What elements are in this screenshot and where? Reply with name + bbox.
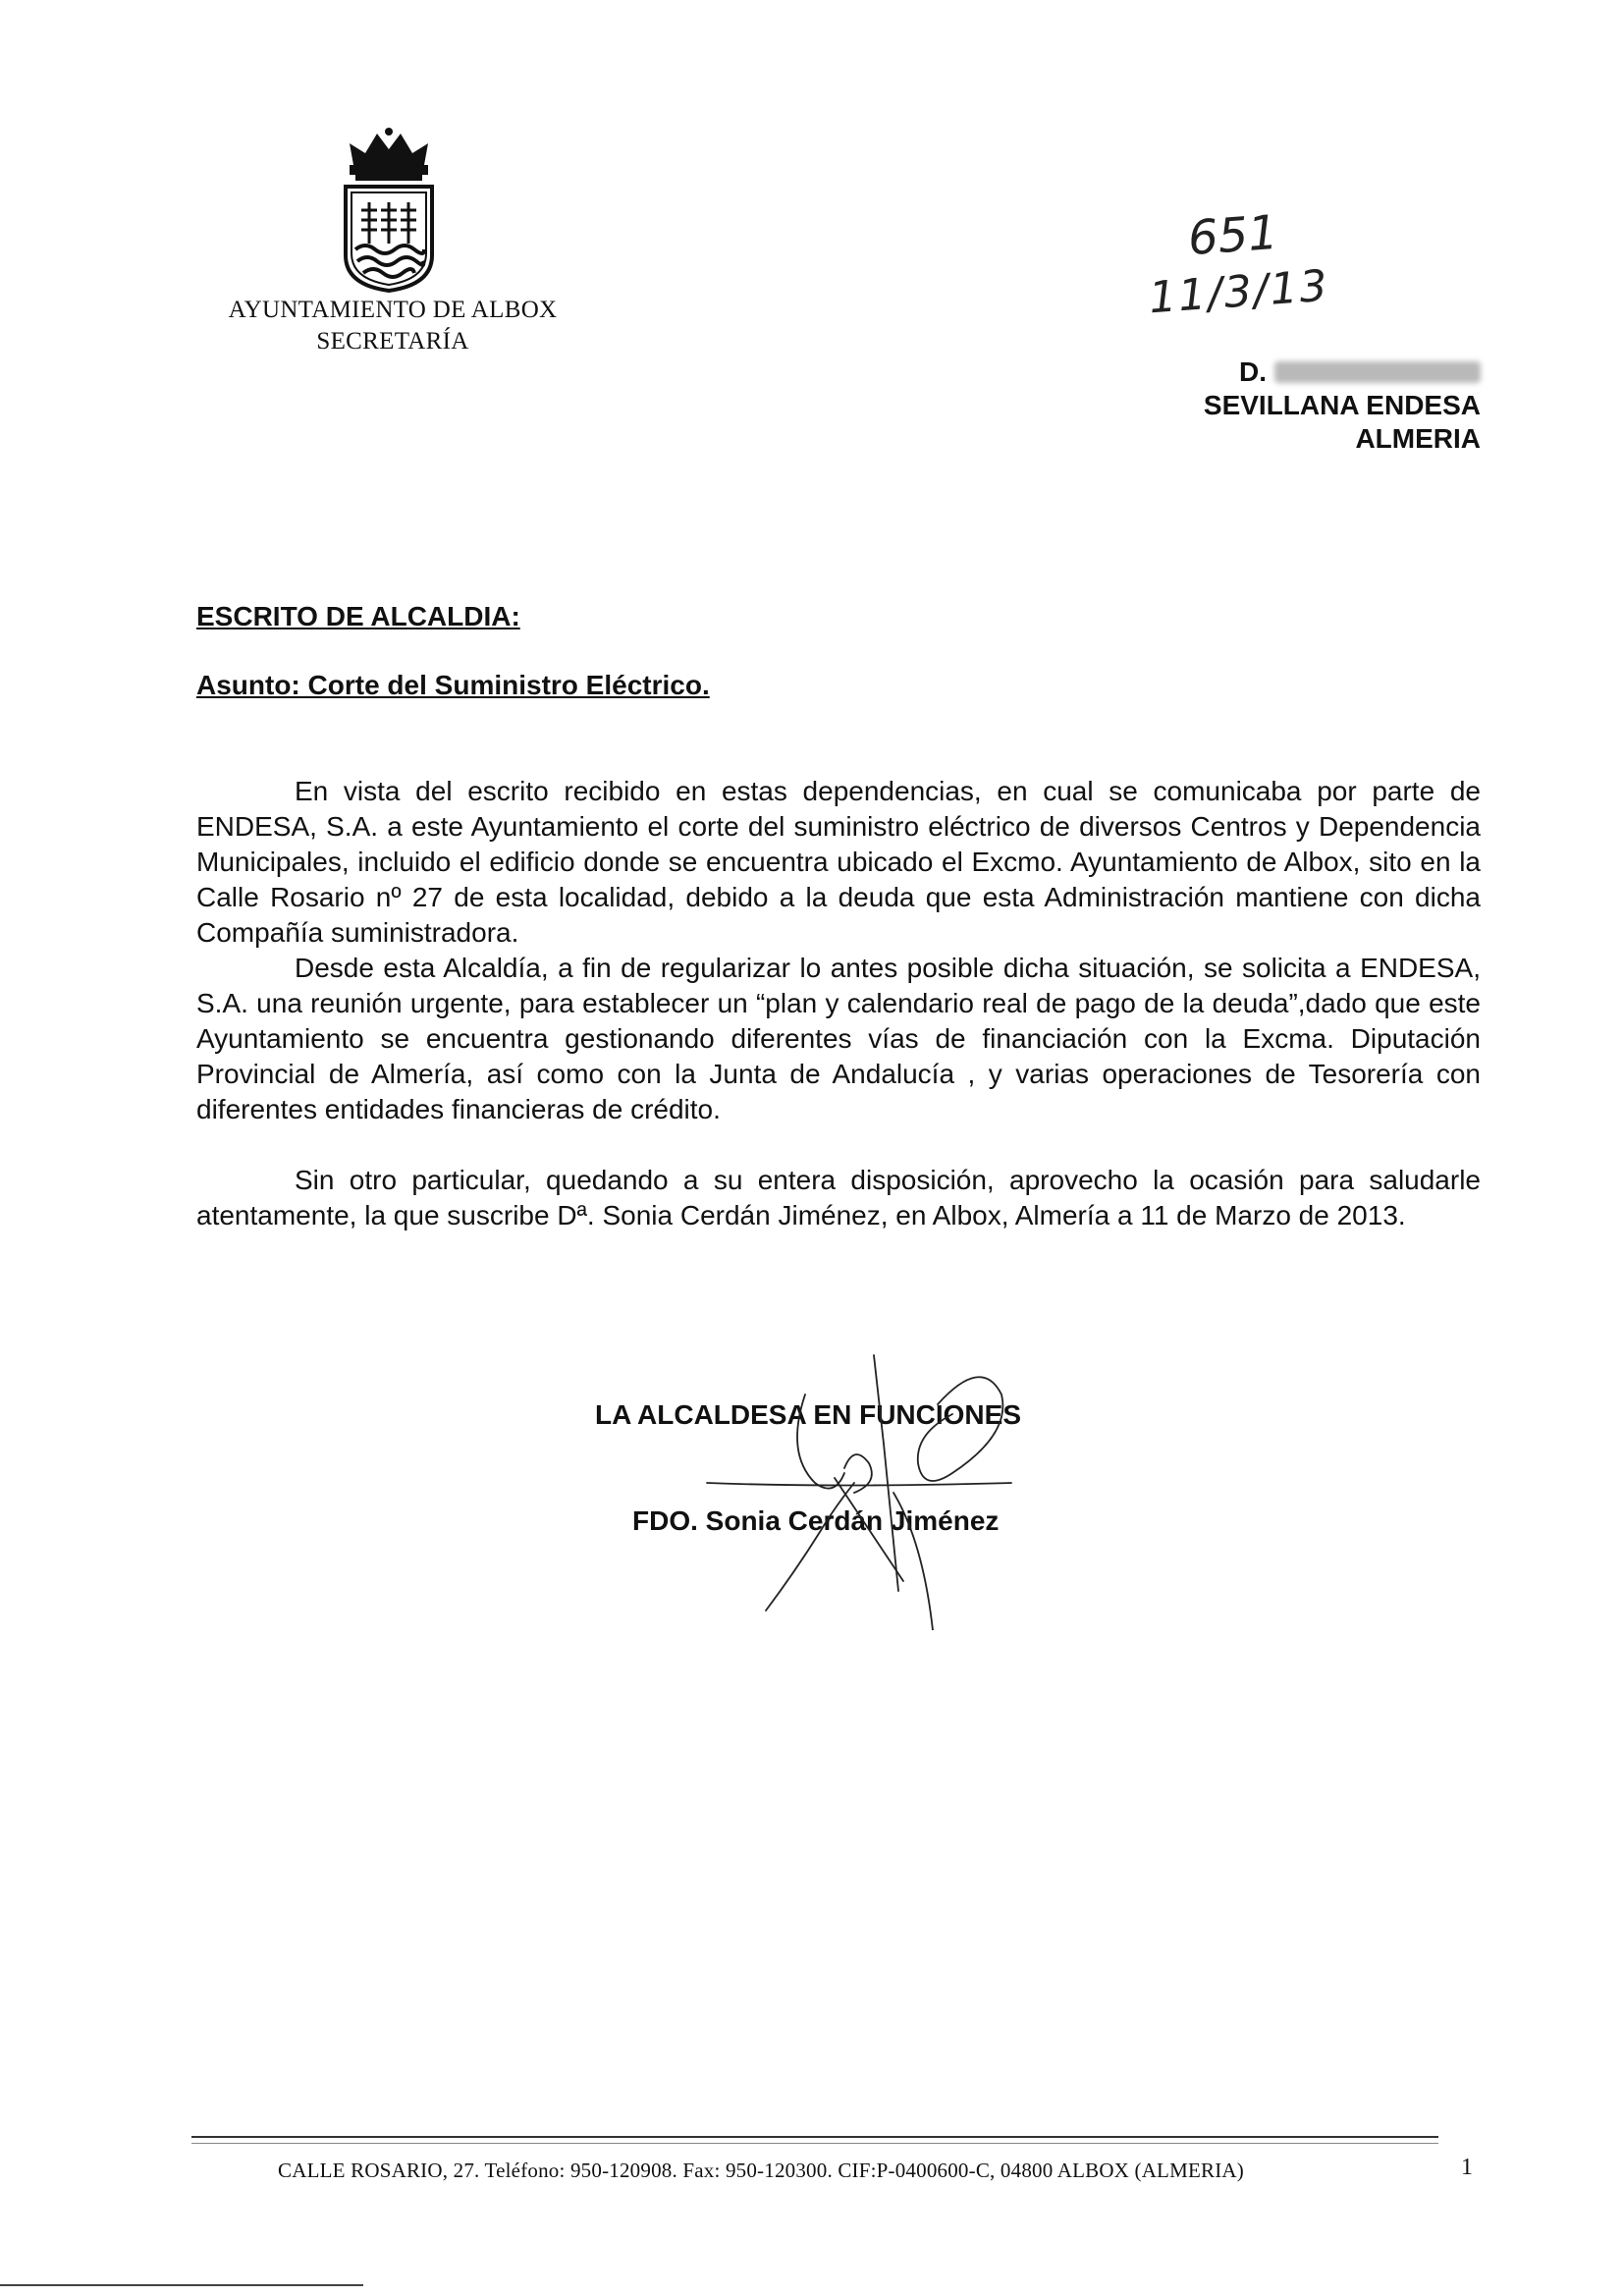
handwritten-signature — [687, 1336, 1080, 1630]
page-number: 1 — [1461, 2155, 1473, 2180]
recipient-city: ALMERIA — [1355, 423, 1481, 454]
footer-rule — [191, 2143, 1438, 2144]
handwritten-registry-number: 651 — [1186, 204, 1280, 267]
recipient-name-row — [1204, 355, 1481, 389]
document-title: ESCRITO DE ALCALDIA: — [196, 601, 520, 631]
footer-rule — [191, 2136, 1438, 2138]
letterhead — [226, 295, 560, 357]
signature-title: LA ALCALDESA EN FUNCIONES — [595, 1399, 1021, 1430]
footer-address: CALLE ROSARIO, 27. Teléfono: 950-120908. Fax: 950-120300. CIF:P-0400600-C, 04800 ALBOX (ALMERIA) — [278, 2159, 1244, 2182]
organization-name: AYUNTAMIENTO DE ALBOX — [228, 297, 558, 323]
scan-edge-line — [0, 2284, 363, 2286]
department-name: SECRETARÍA — [316, 328, 469, 355]
coat-of-arms-icon — [332, 128, 446, 295]
signature-name: FDO. Sonia Cerdán Jiménez — [632, 1505, 1000, 1536]
recipient-block — [1204, 355, 1481, 456]
redacted-name — [1274, 361, 1481, 383]
document-subject: Asunto: Corte del Suministro Eléctrico. — [196, 670, 710, 700]
body-paragraph: Sin otro particular, quedando a su entera disposición, aprovecho la ocasión para saludarle atentamente, la que suscribe Dª. Sonia Cerdán Jiménez, en Albox, Almería a 11 de Marzo de 2013. — [196, 1165, 1481, 1230]
recipient-prefix: D. — [1239, 356, 1267, 387]
letter-body — [196, 774, 1481, 1233]
handwritten-registry-date: 11/3/13 — [1147, 260, 1331, 324]
body-paragraph: En vista del escrito recibido en estas dependencias, en cual se comunicaba por parte de ENDESA, S.A. a este Ayuntamiento el corte del suministro eléctrico de diversos Centros y Dependencia Municipales, incluido el edificio donde se encuentra ubicado el Excmo. Ayuntamiento de Albox, sito en la Calle Rosario nº 27 de esta localidad, debido a la deuda que esta Administración mantiene con dicha Compañía suministradora. — [196, 776, 1481, 948]
recipient-company: SEVILLANA ENDESA — [1203, 390, 1481, 420]
body-paragraph: Desde esta Alcaldía, a fin de regularizar lo antes posible dicha situación, se solicita a ENDESA, S.A. una reunión urgente, para establecer un “plan y calendario real de pago de la deuda”,dado que este Ayuntamiento se encuentra gestionando diferentes vías de financiación con la Excma. Diputación Provincial de Almería, así como con la Junta de Andalucía , y varias operaciones de Tesorería con diferentes entidades financieras de crédito. — [196, 953, 1481, 1124]
